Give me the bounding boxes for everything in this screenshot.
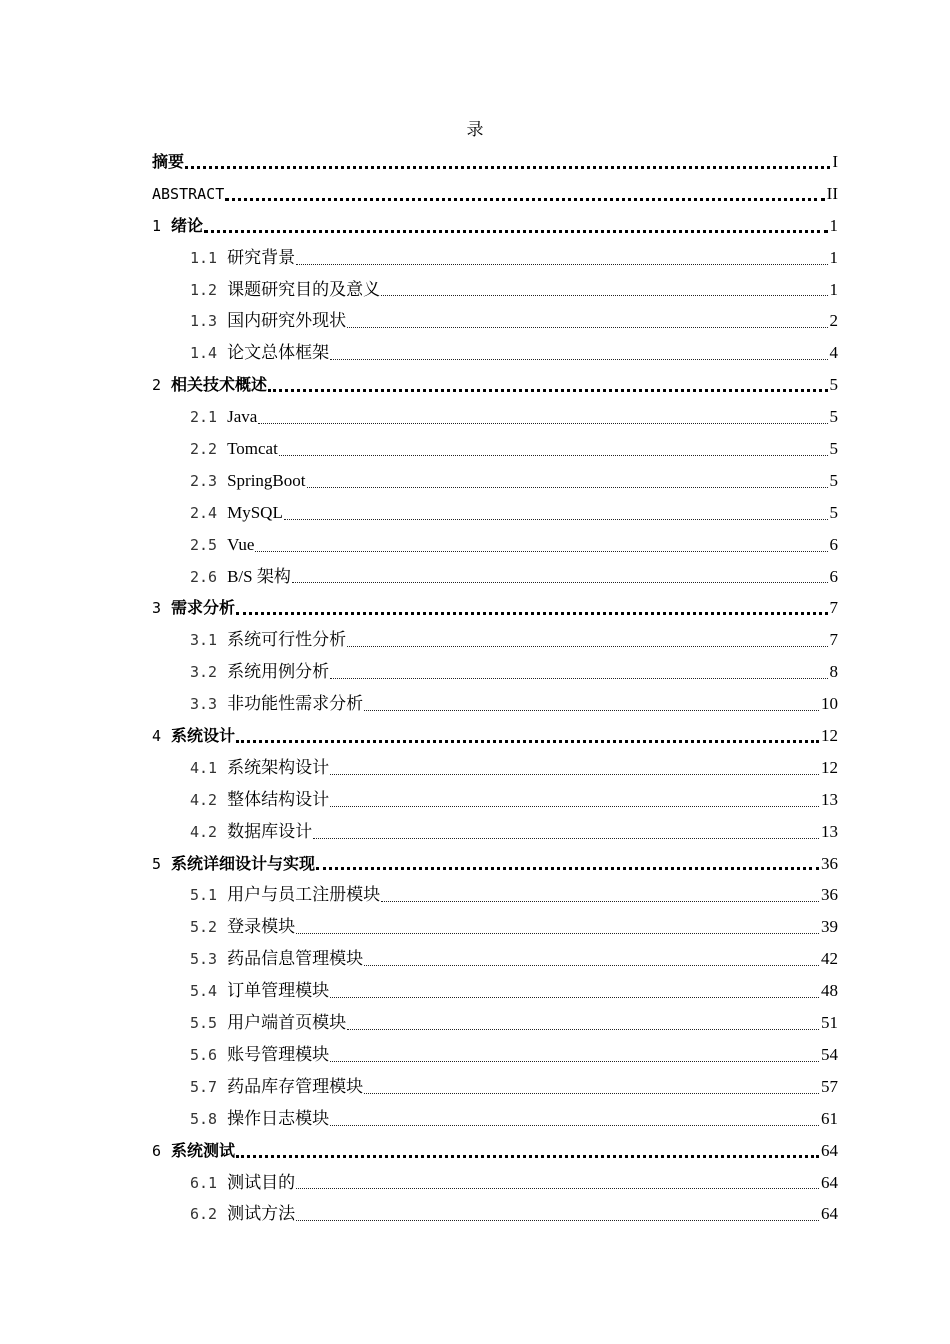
toc-section-entry[interactable] [152, 465, 838, 497]
toc-dot-leader [364, 965, 819, 966]
toc-chapter-entry[interactable] [152, 720, 838, 752]
toc-section-entry[interactable] [152, 816, 838, 848]
toc-page-number: 64 [821, 1172, 838, 1192]
toc-page-number: 1 [829, 247, 838, 267]
toc-page-number: 4 [829, 343, 838, 363]
toc-page-number: 5 [829, 439, 838, 459]
toc-chapter-entry[interactable] [152, 210, 838, 242]
toc-entry-text [190, 1007, 346, 1040]
toc-entry-text [190, 879, 380, 912]
toc-entry-text [190, 465, 306, 498]
toc-entry-text [190, 975, 329, 1008]
toc-entry-text [152, 369, 267, 402]
toc-entry-title: 账号管理模块 [227, 1044, 330, 1064]
toc-entry-title: 登录模块 [227, 917, 296, 937]
toc-dot-leader [330, 806, 819, 807]
toc-entry-number: 4.2 [190, 822, 218, 841]
toc-section-entry[interactable] [152, 401, 838, 433]
toc-chapter-entry[interactable] [152, 1135, 838, 1167]
toc-entry-number: 1 [152, 216, 162, 235]
toc-entry-number: 1.1 [190, 248, 218, 267]
toc-dot-leader [307, 487, 828, 488]
toc-page-number: 5 [829, 502, 838, 522]
toc-entry-text [190, 688, 363, 721]
toc-entry-text [152, 848, 315, 881]
toc-entry-title: 系统可行性分析 [227, 630, 347, 650]
toc-entry-number: 5.8 [190, 1109, 218, 1128]
toc-page-number: 2 [829, 311, 838, 331]
toc-entry-number: 1.4 [190, 344, 218, 363]
toc-entry-number: 6.2 [190, 1205, 218, 1224]
toc-entry-title: 论文总体框架 [227, 343, 330, 363]
toc-page-number: 64 [821, 1140, 838, 1160]
toc-entry-number: 4 [152, 727, 162, 746]
toc-entry-number: 1.2 [190, 280, 218, 299]
toc-dot-leader [330, 997, 819, 998]
toc-dot-leader [330, 1061, 819, 1062]
toc-entry-number: 5.4 [190, 982, 218, 1001]
toc-dot-leader [296, 264, 827, 265]
toc-entry-title: 研究背景 [227, 247, 296, 267]
toc-entry-title: 系统用例分析 [227, 662, 330, 682]
toc-dot-leader [347, 646, 827, 647]
toc-entry-number: 5.3 [190, 950, 218, 969]
toc-dot-leader [364, 710, 819, 711]
toc-entry-text [190, 1198, 295, 1231]
toc-entry-text [190, 433, 278, 466]
toc-entry-number: 1.3 [190, 312, 218, 331]
toc-entry-title: Vue [227, 534, 255, 554]
toc-section-entry[interactable] [152, 975, 838, 1007]
toc-section-entry[interactable] [152, 561, 838, 593]
toc-entry-title: 药品信息管理模块 [227, 949, 364, 969]
toc-entry-number: 3.1 [190, 631, 218, 650]
toc-dot-leader [330, 359, 827, 360]
toc-dot-leader [255, 551, 827, 552]
toc-entry-title: 测试目的 [227, 1172, 296, 1192]
toc-page-number: 39 [821, 917, 838, 937]
toc-section-entry[interactable] [152, 911, 838, 943]
toc-entry-title: ABSTRACT [152, 184, 225, 203]
toc-entry-title: 用户端首页模块 [227, 1013, 347, 1033]
toc-dot-leader [258, 423, 827, 424]
toc-entry-number: 4.1 [190, 758, 218, 777]
toc-dot-leader [296, 1188, 819, 1189]
toc-dot-leader [204, 230, 827, 233]
toc-page-number: 13 [821, 821, 838, 841]
toc-section-entry[interactable] [152, 305, 838, 337]
toc-page-number: 7 [829, 598, 838, 618]
toc-dot-leader [313, 838, 819, 839]
toc-dot-leader [279, 455, 828, 456]
toc-page-number: 64 [821, 1204, 838, 1224]
toc-page-number: 51 [821, 1013, 838, 1033]
toc-dot-leader [330, 774, 819, 775]
toc-entry-text [190, 1039, 329, 1072]
toc-entry-title: 系统详细设计与实现 [171, 853, 316, 873]
toc-entry-text [152, 210, 203, 243]
toc-page-number: 12 [821, 757, 838, 777]
toc-section-entry[interactable] [152, 943, 838, 975]
toc-page-number: 10 [821, 694, 838, 714]
toc-entry-number: 2.2 [190, 440, 218, 459]
toc-entry-title: 药品库存管理模块 [227, 1076, 364, 1096]
toc-section-entry[interactable] [152, 497, 838, 529]
toc-entry-number: 3.2 [190, 663, 218, 682]
toc-section-entry[interactable] [152, 624, 838, 656]
toc-page-number: 7 [829, 630, 838, 650]
toc-entry-number: 5.5 [190, 1014, 218, 1033]
toc-entry-number: 2.5 [190, 535, 218, 554]
toc-dot-leader [284, 519, 828, 520]
toc-entry-title: 订单管理模块 [227, 981, 330, 1001]
toc-dot-leader [268, 389, 827, 392]
toc-page-number: 42 [821, 949, 838, 969]
toc-dot-leader [381, 901, 819, 902]
toc-page-number: 36 [821, 885, 838, 905]
toc-entry-title: 需求分析 [171, 598, 236, 618]
toc-entry-title: 绪论 [171, 215, 204, 235]
toc-dot-leader [347, 327, 827, 328]
toc-dot-leader [381, 295, 827, 296]
toc-entry-text [190, 911, 295, 944]
toc-dot-leader [236, 612, 827, 615]
toc-entry-title: 摘要 [152, 152, 185, 171]
toc-dot-leader [236, 740, 819, 743]
toc-entry-number: 6 [152, 1141, 162, 1160]
toc-section-entry[interactable] [152, 1039, 838, 1071]
toc-page-number: 5 [829, 407, 838, 427]
toc-page-number: 5 [829, 375, 838, 395]
toc-entry-number: 3 [152, 599, 162, 618]
toc-page-number: 54 [821, 1044, 838, 1064]
toc-dot-leader [236, 1155, 819, 1158]
toc-chapter-entry[interactable] [152, 369, 838, 401]
toc-entry-text [152, 720, 235, 753]
toc-entry-title: 系统设计 [171, 726, 236, 746]
toc-entry-number: 5.2 [190, 918, 218, 937]
toc-entry-text [190, 1103, 329, 1136]
toc-chapter-entry[interactable] [152, 848, 838, 880]
toc-entry-number: 3.3 [190, 695, 218, 714]
toc-entry-number: 5 [152, 854, 162, 873]
toc-entry-number: 2.3 [190, 471, 218, 490]
toc-section-entry[interactable] [152, 879, 838, 911]
toc-page-number: 12 [821, 726, 838, 746]
toc-entry-title: 国内研究外现状 [227, 311, 347, 331]
toc-entry-title: Tomcat [227, 439, 278, 459]
toc-dot-leader [185, 166, 830, 169]
toc-entry-title: 整体结构设计 [227, 789, 330, 809]
toc-dot-leader [330, 1125, 819, 1126]
toc-entry-text [190, 943, 363, 976]
toc-entry-text [190, 274, 380, 307]
toc-section-entry[interactable] [152, 752, 838, 784]
toc-entry-number: 2.6 [190, 567, 218, 586]
toc-dot-leader [347, 1029, 819, 1030]
toc-page-number: 1 [829, 279, 838, 299]
toc-dot-leader [330, 678, 827, 679]
toc-page-number: 6 [829, 534, 838, 554]
toc-entry-number: 4.2 [190, 790, 218, 809]
toc-entry-text [190, 1071, 363, 1104]
toc-entry-number: 2.1 [190, 408, 218, 427]
toc-dot-leader [364, 1093, 819, 1094]
toc-section-entry[interactable] [152, 242, 838, 274]
toc-section-entry[interactable] [152, 1007, 838, 1039]
toc-entry-title: SpringBoot [227, 470, 306, 490]
toc-section-entry[interactable] [152, 274, 838, 306]
toc-entry-text [190, 656, 329, 689]
toc-dot-leader [225, 198, 824, 201]
toc-entry-title: 非功能性需求分析 [227, 694, 364, 714]
toc-list [152, 146, 838, 1230]
toc-entry-number: 5.7 [190, 1077, 218, 1096]
toc-page-number: 8 [829, 662, 838, 682]
toc-page-number: 57 [821, 1076, 838, 1096]
toc-entry-text [152, 592, 235, 625]
toc-section-entry[interactable] [152, 529, 838, 561]
toc-section-entry[interactable] [152, 656, 838, 688]
toc-entry-text [190, 752, 329, 785]
toc-chapter-entry[interactable] [152, 146, 838, 178]
toc-section-entry[interactable] [152, 433, 838, 465]
toc-entry-title: 操作日志模块 [227, 1108, 330, 1128]
toc-entry-text [190, 497, 283, 530]
toc-entry-text [190, 816, 312, 849]
toc-page-number: 61 [821, 1108, 838, 1128]
toc-entry-text [190, 1167, 295, 1200]
toc-section-entry[interactable] [152, 1103, 838, 1135]
toc-section-entry[interactable] [152, 784, 838, 816]
toc-page-number: 36 [821, 853, 838, 873]
toc-entry-number: 2.4 [190, 503, 218, 522]
toc-entry-title: Java [227, 407, 258, 427]
toc-entry-text [190, 305, 346, 338]
toc-entry-title: MySQL [227, 502, 283, 522]
toc-dot-leader [296, 933, 819, 934]
toc-page-number: II [826, 183, 838, 203]
toc-entry-text [190, 401, 257, 434]
toc-section-entry[interactable] [152, 1198, 838, 1230]
toc-entry-title: 测试方法 [227, 1204, 296, 1224]
toc-entry-text [190, 561, 291, 594]
toc-entry-number: 5.6 [190, 1045, 218, 1064]
toc-entry-text [152, 1135, 235, 1168]
toc-entry-title: 系统测试 [171, 1140, 236, 1160]
toc-page-number: 6 [829, 566, 838, 586]
toc-entry-text [190, 529, 254, 562]
toc-dot-leader [296, 1220, 819, 1221]
toc-entry-text [190, 784, 329, 817]
toc-entry-number: 6.1 [190, 1173, 218, 1192]
toc-section-entry[interactable] [152, 1071, 838, 1103]
toc-entry-number: 2 [152, 376, 162, 395]
toc-page-number: 5 [829, 470, 838, 490]
toc-title: 录 [466, 120, 484, 140]
toc-entry-text [190, 242, 295, 275]
toc-entry-title: 用户与员工注册模块 [227, 885, 381, 905]
toc-page-number: I [832, 152, 838, 171]
toc-page-number: 13 [821, 789, 838, 809]
toc-entry-title: 数据库设计 [227, 821, 313, 841]
toc-entry-text [152, 146, 184, 178]
toc-entry-title: B/S 架构 [227, 566, 291, 586]
toc-chapter-entry[interactable] [152, 178, 838, 210]
toc-chapter-entry[interactable] [152, 592, 838, 624]
toc-entry-title: 相关技术概述 [171, 375, 268, 395]
toc-section-entry[interactable] [152, 688, 838, 720]
toc-page-number: 1 [829, 215, 838, 235]
toc-entry-title: 系统架构设计 [227, 757, 330, 777]
toc-dot-leader [316, 867, 819, 870]
toc-entry-text [190, 337, 329, 370]
toc-page-number: 48 [821, 981, 838, 1001]
toc-entry-title: 课题研究目的及意义 [227, 279, 381, 299]
toc-dot-leader [292, 582, 828, 583]
toc-entry-number: 5.1 [190, 886, 218, 905]
toc-section-entry[interactable] [152, 1167, 838, 1199]
toc-section-entry[interactable] [152, 337, 838, 369]
toc-entry-text [190, 624, 346, 657]
toc-entry-text [152, 178, 224, 211]
